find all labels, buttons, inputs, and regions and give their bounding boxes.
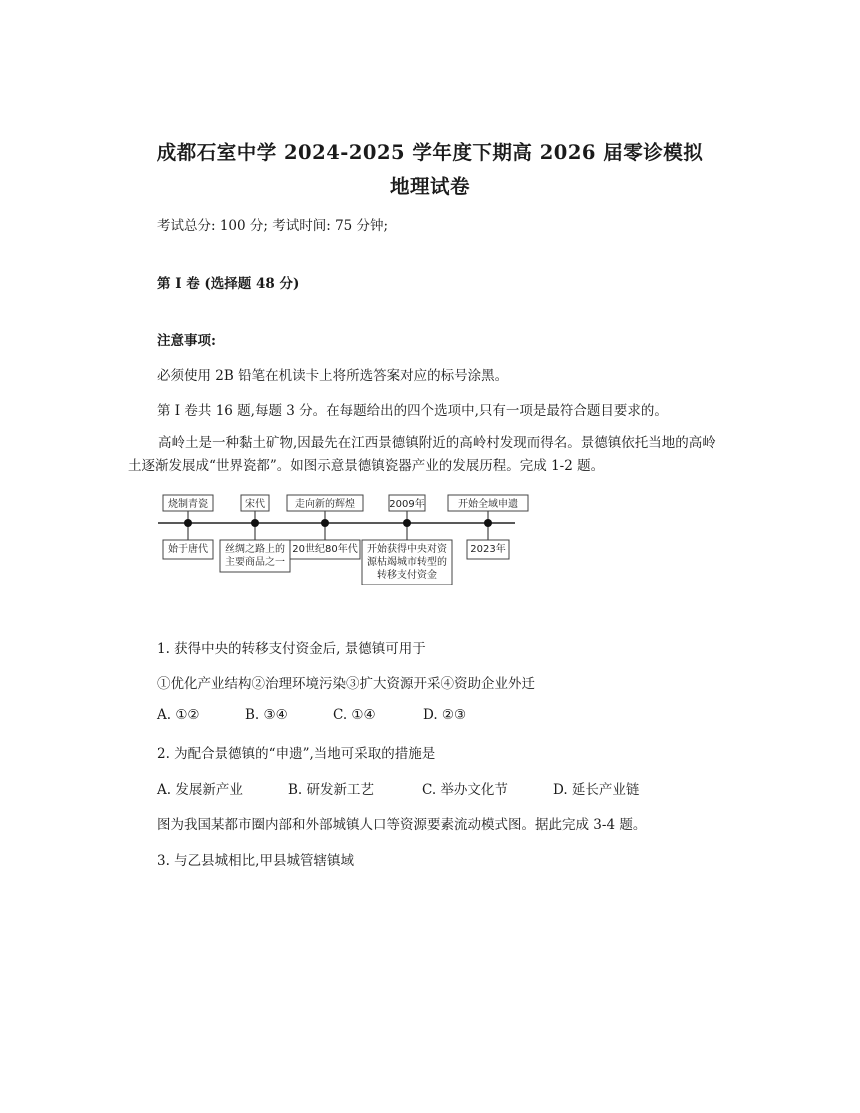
question-3-stem: 3. 与乙县城相比,甲县城管辖镇域	[157, 853, 354, 869]
timeline-node	[184, 519, 192, 527]
timeline-bottom-label: 开始获得中央对资	[367, 544, 447, 555]
exam-title-line1: 成都石室中学 2024-2025 学年度下期高 2026 届零诊模拟	[156, 141, 704, 164]
question-2-options	[157, 778, 639, 798]
timeline-bottom-label: 源枯竭城市转型的	[367, 557, 447, 568]
option-a[interactable]: A. ①②	[157, 707, 200, 723]
question-2-stem: 2. 为配合景德镇的“申遗”,当地可采取的措施是	[157, 746, 436, 762]
timeline-bottom-label: 20世纪80年代	[292, 544, 358, 555]
option-b[interactable]: B. 研发新工艺	[288, 782, 375, 798]
option-a[interactable]: A. 发展新产业	[157, 782, 243, 798]
option-b[interactable]: B. ③④	[245, 707, 288, 723]
timeline-top-label: 2009年	[389, 499, 425, 510]
timeline-bottom-label: 丝绸之路上的	[225, 544, 285, 555]
timeline-bottom-label: 2023年	[470, 544, 506, 555]
option-d[interactable]: D. 延长产业链	[553, 782, 640, 798]
timeline-bottom-label: 主要商品之一	[225, 557, 285, 568]
timeline-node	[403, 519, 411, 527]
notice-line-1: 必须使用 2B 铅笔在机读卡上将所选答案对应的标号涂黑。	[157, 368, 509, 384]
question-1-stem: 1. 获得中央的转移支付资金后, 景德镇可用于	[157, 641, 426, 657]
timeline-bottom-label: 转移支付资金	[377, 570, 437, 581]
section-title: 第 I 卷 (选择题 48 分)	[157, 276, 300, 292]
notice-line-2: 第 I 卷共 16 题,每题 3 分。在每题给出的四个选项中,只有一项是最符合题目要求的。	[157, 403, 668, 419]
exam-title-line2: 地理试卷	[389, 175, 470, 198]
passage-kaolin: 高岭土是一种黏土矿物,因最先在江西景德镇附近的高岭村发现而得名。景德镇依托当地的高岭土逐渐发展成“世界瓷都”。如图示意景德镇瓷器产业的发展历程。完成 1-2 题。	[128, 435, 716, 474]
timeline-top-label: 宋代	[245, 499, 265, 510]
option-c[interactable]: C. 举办文化节	[422, 782, 508, 798]
question-1-items: ①优化产业结构②治理环境污染③扩大资源开采④资助企业外迁	[157, 676, 535, 692]
exam-info: 考试总分: 100 分; 考试时间: 75 分钟;	[157, 218, 389, 234]
timeline-node	[484, 519, 492, 527]
timeline-node	[321, 519, 329, 527]
timeline-bottom-label: 始于唐代	[168, 544, 208, 555]
option-c[interactable]: C. ①④	[333, 707, 376, 723]
timeline-top-label: 开始全域申遗	[458, 499, 518, 510]
timeline-top-label: 走向新的辉煌	[295, 499, 355, 510]
notice-heading: 注意事项:	[157, 333, 216, 349]
passage-metro-area: 图为我国某都市圈内部和外部城镇人口等资源要素流动模式图。据此完成 3-4 题。	[157, 817, 647, 833]
question-1-options	[157, 707, 466, 723]
option-d[interactable]: D. ②③	[423, 707, 467, 723]
timeline-top-label: 烧制青瓷	[168, 499, 208, 510]
timeline-diagram	[150, 490, 530, 585]
timeline-node	[251, 519, 259, 527]
